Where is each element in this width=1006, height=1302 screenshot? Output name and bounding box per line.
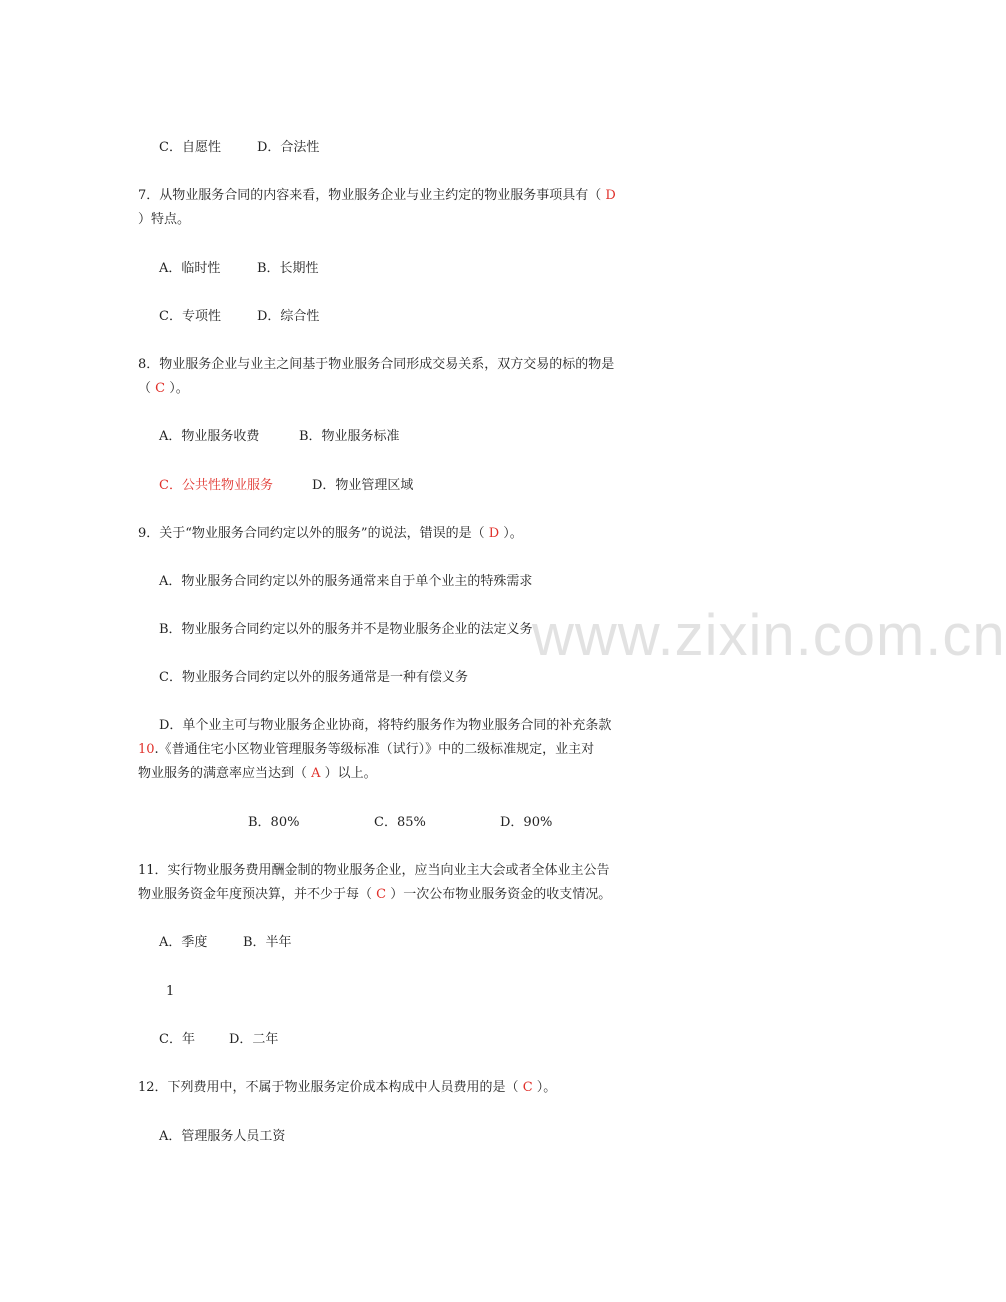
q11-option-a: A．季度 [159,935,208,950]
q11-answer: C [376,887,387,902]
q9-stem [138,525,523,543]
q8-option-a: A．物业服务收费 [159,429,260,444]
q7-stem-end: ）特点。 [138,212,191,227]
q10-stem [138,741,594,759]
q12-close: ）。 [532,1080,557,1095]
q10-stem2: 物业服务的满意率应当达到（ [138,766,312,781]
q6-option-c: C．自愿性 [159,140,221,155]
q11-option-d: D．二年 [229,1032,279,1047]
q8-close: ）。 [165,381,189,396]
q12-option-a: A．管理服务人员工资 [159,1129,286,1144]
q9-option-d: D．单个业主可与物业服务企业协商，将特约服务作为物业服务合同的补充条款 [159,718,612,733]
q8-stem-line2 [138,380,189,398]
watermark: www.zixin.com.cn [532,603,1006,668]
q10-stem-text: .《普通住宅小区物业管理服务等级标准（试行）》中的二级标准规定，业主对 [154,742,595,757]
q9-option-a: A．物业服务合同约定以外的服务通常来自于单个业主的特殊需求 [159,574,533,589]
q8-option-d: D．物业管理区域 [312,478,414,493]
q8-option-b: B．物业服务标准 [299,429,400,444]
q12-stem-text: 12．下列费用中，不属于物业服务定价成本构成中人员费用的是（ [138,1080,523,1095]
q9-stem-text: 9．关于“物业服务合同约定以外的服务”的说法，错误的是（ [138,526,489,541]
q9-close: ）。 [499,526,523,541]
q12-answer: C [522,1080,533,1095]
q11-option-b: B．半年 [243,935,292,950]
q11-stem-line2 [138,886,611,904]
q10-option-d: D．90% [500,815,553,830]
q11-close: ）一次公布物业服务资金的收支情况。 [386,887,612,902]
q7-option-b: B．长期性 [257,261,319,276]
q10-number: 10 [138,742,155,757]
q7-option-a: A．临时性 [159,261,221,276]
q11-stem2: 物业服务资金年度预决算，并不少于每（ [138,887,377,902]
q7-stem-text: 7．从物业服务合同的内容来看，物业服务企业与业主约定的物业服务事项具有（ [138,188,606,203]
q10-close: ）以上。 [320,766,377,781]
q12-stem [138,1079,556,1097]
q10-option-b: B．80% [248,815,300,830]
q8-option-c: C．公共性物业服务 [159,478,273,493]
q8-open: （ [138,381,156,396]
q6-option-d: D．合法性 [257,140,320,155]
q10-option-c: C．85% [374,815,426,830]
page-number: 1 [166,984,175,999]
q9-option-b: B．物业服务合同约定以外的服务并不是物业服务企业的法定义务 [159,622,533,637]
q7-stem [138,187,616,205]
q10-answer: A [311,766,321,781]
q10-stem-line2 [138,765,377,783]
q9-answer: D [488,526,500,541]
q7-answer: D [605,188,616,203]
q11-stem: 11．实行物业服务费用酬金制的物业服务企业，应当向业主大会或者全体业主公告 [138,863,610,878]
q11-option-c: C．年 [159,1032,195,1047]
q8-answer: C [155,381,166,396]
q8-stem: 8．物业服务企业与业主之间基于物业服务合同形成交易关系，双方交易的标的物是 [138,357,615,372]
q7-option-c: C．专项性 [159,309,221,324]
q9-option-c: C．物业服务合同约定以外的服务通常是一种有偿义务 [159,670,468,685]
q7-option-d: D．综合性 [257,309,320,324]
